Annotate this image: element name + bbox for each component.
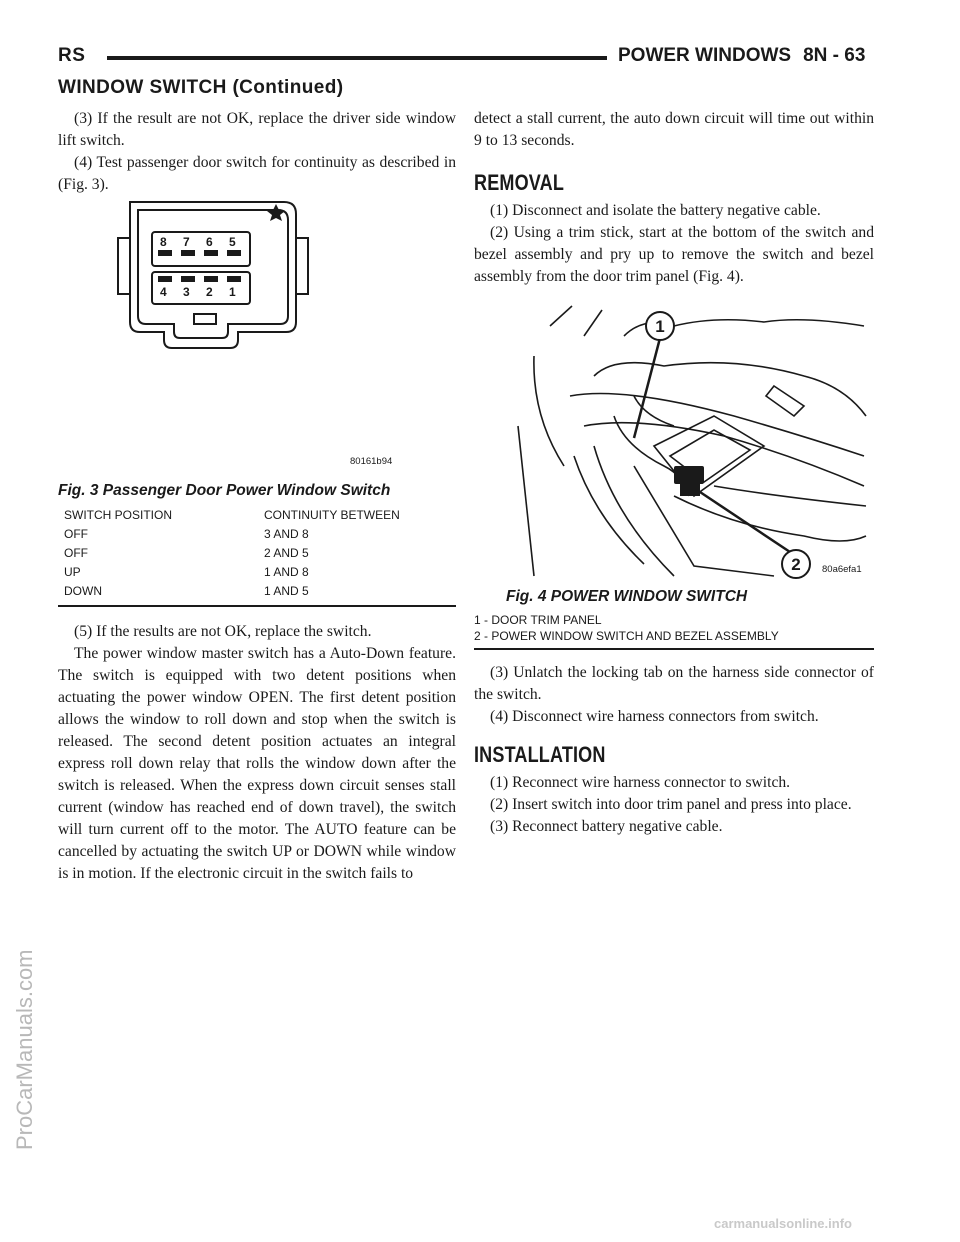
legend-item: 2 - POWER WINDOW SWITCH AND BEZEL ASSEMBLY [474,629,779,643]
table-header-cell: SWITCH POSITION [64,508,172,522]
pin-label: 1 [229,285,236,299]
right-column [474,108,874,838]
table-cell: 3 AND 8 [264,527,309,541]
pin-label: 7 [183,235,190,249]
fig3-caption: Fig. 3 Passenger Door Power Window Switch [58,482,391,499]
pin-label: 4 [160,285,167,299]
pin-label: 6 [206,235,213,249]
fig4-caption: Fig. 4 POWER WINDOW SWITCH [506,588,748,605]
pin-label: 3 [183,285,190,299]
footer-watermark: carmanualsonline.info [714,1216,852,1231]
figure-rule [474,648,874,650]
pin-label: 8 [160,235,167,249]
table-cell: 1 AND 5 [264,584,309,598]
table-cell: 2 AND 5 [264,546,309,560]
table-cell: UP [64,565,81,579]
fig4-figure [474,296,874,586]
paragraph: detect a stall current, the auto down circuit will time out within 9 to 13 seconds. [474,110,874,149]
header-rule [107,56,607,60]
switch-photo-illustration [474,296,874,586]
continuity-table [58,506,400,601]
paragraph: (3) Reconnect battery negative cable. [490,818,723,835]
callout-label: 1 [655,317,665,336]
paragraph: (5) If the results are not OK, replace the switch. [74,623,372,640]
paragraph: (1) Reconnect wire harness connector to switch. [490,774,791,791]
page-number: 8N - 63 [803,45,866,66]
header-right [618,45,865,67]
paragraph: (3) Unlatch the locking tab on the harness side connector of the switch. [474,664,874,703]
callout-label: 2 [791,555,801,574]
figure-code: 80161b94 [350,456,393,467]
left-column [58,108,456,885]
side-watermark: ProCarManuals.com [12,949,37,1150]
table-row [58,525,400,544]
fig3-figure [58,196,456,484]
table-row [58,582,400,601]
paragraph: (3) If the result are not OK, replace the driver side window lift switch. [58,110,456,149]
table-cell: 1 AND 8 [264,565,309,579]
table-header-cell: CONTINUITY BETWEEN [264,508,400,522]
header-model-code: RS [58,45,86,66]
header-section-title: POWER WINDOWS [618,45,792,66]
installation-heading: INSTALLATION [474,742,606,767]
table-cell: OFF [64,546,88,560]
star-logo-icon [267,204,285,221]
paragraph: (2) Insert switch into door trim panel and press into place. [490,796,852,813]
paragraph: The power window master switch has a Auto-Down feature. The switch is equipped with two detent positions when actuating the power window OPEN. The first detent position allows the window to roll down and stop when the switch is released. The second detent position actuates an integral express roll down relay that rolls the window down after the switch is released. When the express down circuit senses stall current (window has reached end of down travel), the switch will turn current off to the motor. The AUTO feature can be cancelled by actuating the switch UP or DOWN while window is in motion. If the electronic circuit in the switch fails to [58,645,456,882]
pin-label: 2 [206,285,213,299]
pin-label: 5 [229,235,236,249]
legend-item: 1 - DOOR TRIM PANEL [474,613,602,627]
paragraph: (2) Using a trim stick, start at the bottom of the switch and bezel assembly and pry up to remove the switch and bezel assembly from the door trim panel (Fig. 4). [474,224,874,285]
figure-code: 80a6efa1 [822,564,862,575]
fig4-legend [474,612,874,644]
figure-rule [58,605,456,607]
paragraph: (4) Disconnect wire harness connectors from switch. [490,708,819,725]
paragraph: (1) Disconnect and isolate the battery negative cable. [490,202,821,219]
table-cell: OFF [64,527,88,541]
continued-section-title: WINDOW SWITCH (Continued) [58,77,344,98]
removal-heading: REMOVAL [474,170,565,195]
table-cell: DOWN [64,584,102,598]
table-row [58,563,400,582]
table-row [58,544,400,563]
table-header-row [58,506,400,525]
connector-diagram [58,196,456,484]
paragraph: (4) Test passenger door switch for continuity as described in (Fig. 3). [58,154,456,193]
